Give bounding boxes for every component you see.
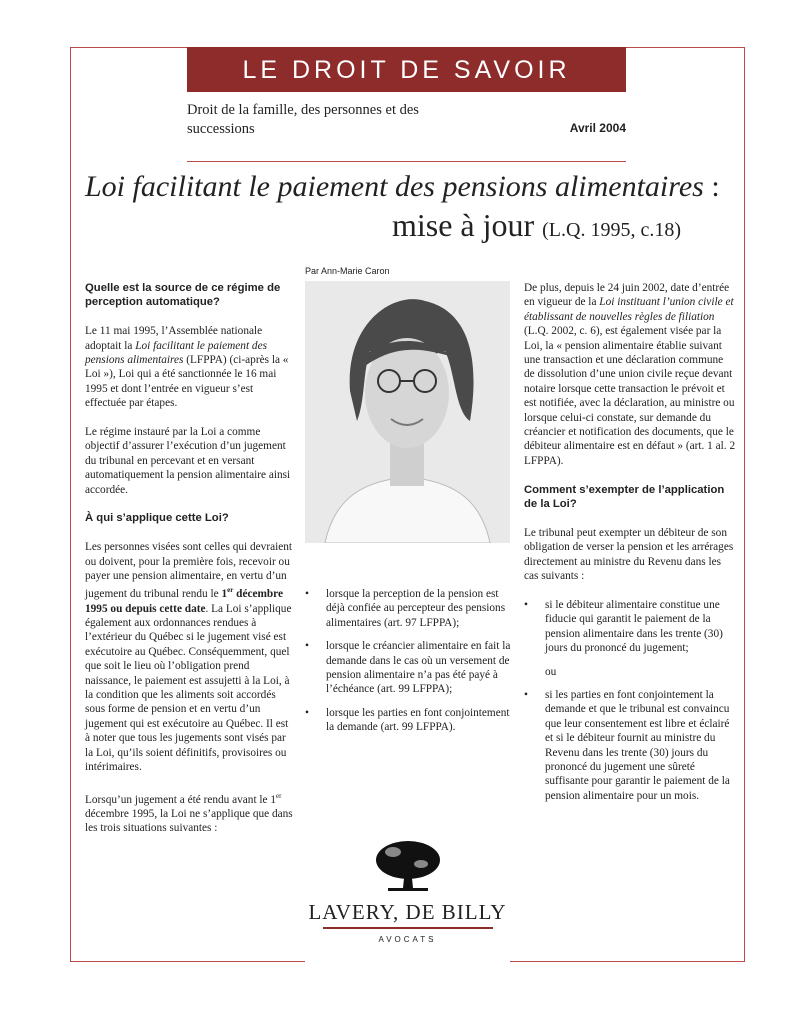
- text: De plus, depuis le 24 juin 2002, date d’entrée en vigueur de la: [524, 282, 730, 309]
- text: (LFPPA) (ci-après la « Loi »), Loi qui a été sanctionnée le 16 mai 1995 et dont l’entrée en vigueur s’est effectuée par étapes.: [85, 354, 289, 410]
- sup: er: [276, 791, 282, 800]
- bullet-icon: •: [524, 688, 528, 701]
- law-title: Loi facilitant le paiement des pensions alimentaires: [85, 339, 267, 367]
- banner: LE DROIT DE SAVOIR: [187, 47, 626, 92]
- bullet-icon: •: [305, 706, 309, 719]
- tree-icon: [373, 838, 443, 893]
- law-title: Loi instituant l’union civile et établissant de nouvelles règles de filiation: [524, 296, 734, 323]
- frame-left: [70, 47, 71, 962]
- frame-bottom-left: [70, 961, 305, 962]
- firm-name: LAVERY, DE BILLY: [308, 900, 507, 924]
- paragraph: [85, 324, 295, 410]
- text: Les personnes visées sont celles qui devraient ou doivent, pour la première fois, recevoir ou payer une pension alimentaire, en vertu d’un jugement du tribunal rendu le: [85, 541, 293, 601]
- text: lorsque la perception de la pension est déjà confiée au percepteur des pensions alimentaires (art. 97 LFPPA);: [326, 588, 506, 629]
- text: Lorsqu’un jugement a été rendu avant le 1: [85, 793, 277, 806]
- text: décembre 1995, la Loi ne s’applique que dans les trois situations suivantes :: [85, 808, 293, 835]
- bullet-item: [305, 639, 515, 697]
- paragraph: [85, 789, 295, 836]
- text: si le débiteur alimentaire constitue une fiducie qui garantit le paiement de la pension alimentaire dans les trente (30) jours du prononcé du jugement;: [545, 598, 723, 655]
- heading-scope: À qui s’applique cette Loi?: [85, 512, 229, 525]
- text: si les parties en font conjointement la demande et que le tribunal est convaincu que leur consentement est libre et éclairé et si le débiteur fournit au ministre du Revenu dans les trente (30) jours du prononcé du jugement une sûreté suffisante pour garantir le paiement de la pension alimentaire pour un mois.: [545, 688, 730, 802]
- bullet-icon: •: [524, 598, 528, 611]
- firm-logo: [305, 838, 510, 944]
- bullet-icon: •: [305, 588, 309, 600]
- column-2: [305, 587, 515, 744]
- bullet-item: [524, 598, 736, 656]
- frame-top-left: [70, 47, 187, 48]
- paragraph: [524, 281, 736, 468]
- frame-bottom-right: [510, 961, 745, 962]
- paragraph: Le tribunal peut exempter un débiteur de son obligation de verser la pension et les arrérages directement au ministre du Revenu dans les cas suivants :: [524, 526, 734, 583]
- firm-tagline: AVOCATS: [378, 935, 437, 944]
- logo-rule: [323, 927, 493, 929]
- title-ref: (L.Q. 1995, c.18): [542, 219, 681, 241]
- or-text: ou: [545, 665, 557, 678]
- heading-source: Quelle est la source de ce régime de perception automatique?: [85, 282, 281, 309]
- column-3: [524, 281, 736, 812]
- title-colon: :: [703, 170, 720, 203]
- bullet-item: [524, 688, 736, 803]
- bullet-item: [305, 706, 515, 735]
- column-1: [85, 281, 295, 850]
- text: . La Loi s’applique également aux ordonnances rendues à l’extérieur du Québec si le jugement visé est exécutoire au Québec. Conséquemment, quel que soit le lieu où l’obligation prend naissance, le paiement est assujetti à la Loi, à la condition que les aliments soit accordés sous forme de pension et en vertu d’un jugement qui est exécutoire au Québec. Il est à noter que tous les jugements sont visés par la Loi, qu’ils soient définitifs, provisoires ou intérimaires.: [85, 602, 292, 774]
- title-main: Loi facilitant le paiement des pensions alimentaires: [85, 170, 704, 203]
- bullet-icon: •: [305, 640, 309, 653]
- text: lorsque les parties en font conjointement la demande (art. 99 LFPPA).: [326, 706, 510, 734]
- paragraph: Le régime instauré par la Loi a comme objectif d’assurer l’exécution d’un jugement du tribunal en percevant et en versant automatiquement la pension alimentaire ainsi accordée.: [85, 426, 291, 496]
- heading-exemption: Comment s’exempter de l’application de la Loi?: [524, 483, 725, 511]
- text: 1: [221, 588, 228, 601]
- bullet-item: [305, 587, 515, 630]
- frame-top-right: [626, 47, 745, 48]
- title-update: mise à jour: [391, 207, 535, 243]
- title-line2: [392, 207, 681, 244]
- byline: Par Ann-Marie Caron: [305, 266, 390, 276]
- divider: [187, 161, 626, 162]
- text: (L.Q. 2002, c. 6), est également visée par la Loi, la « pension alimentaire établie suivant une transaction et une déclaration commune de dissolution d’une union civile reçue devant notaire lorsque cette transaction le prévoit et est notifiée, avec la déclaration, au ministre ou lorsque celui-ci constate, sur demande du créancier et notification des documents, que le débiteur alimentaire est en défaut » (art. 1 al. 2 LFPPA).: [524, 325, 736, 467]
- text: lorsque le créancier alimentaire en fait la demande dans le cas où un versement de pension alimentaire n’a pas été payé à l’échéance (art. 99 LFPPA);: [326, 640, 511, 696]
- author-photo: [305, 281, 510, 543]
- sup: er: [227, 586, 234, 595]
- paragraph: [85, 540, 295, 774]
- text: Le 11 mai 1995, l’Assemblée nationale adoptait la: [85, 325, 263, 352]
- subtitle: Droit de la famille, des personnes et des successions: [187, 102, 419, 137]
- text: décembre 1995 ou depuis cette date: [85, 588, 284, 615]
- issue-date: Avril 2004: [569, 121, 626, 135]
- title-line1: [85, 170, 745, 204]
